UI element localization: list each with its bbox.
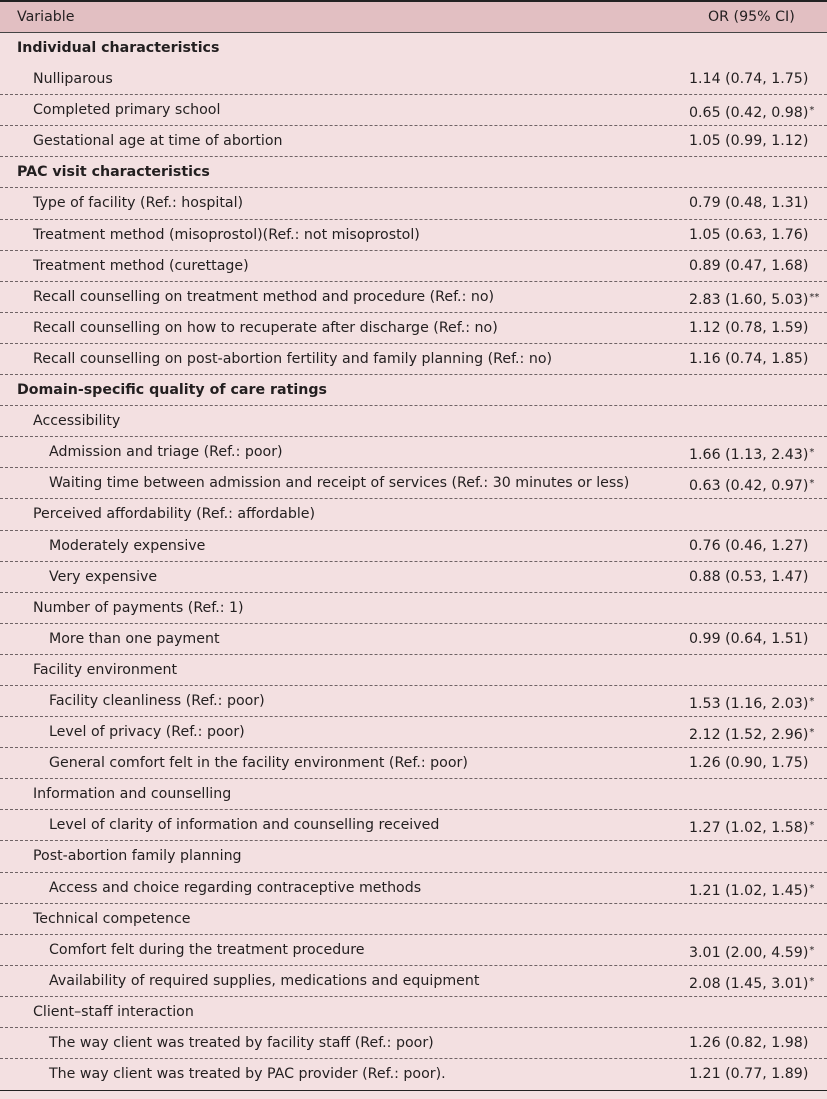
header-variable: Variable xyxy=(17,9,75,25)
or-value: 1.12 (0.78, 1.59) xyxy=(689,319,809,336)
variable-label: Client–staff interaction xyxy=(33,1003,194,1020)
significance-marker: * xyxy=(809,447,815,459)
section-label: Individual characteristics xyxy=(17,40,220,56)
or-cell xyxy=(689,251,808,282)
table-row xyxy=(0,531,827,562)
or-value: 0.65 (0.42, 0.98) xyxy=(689,105,809,122)
variable-label: Level of clarity of information and counselling received xyxy=(49,817,440,834)
table-row xyxy=(0,562,827,593)
or-cell xyxy=(689,935,814,969)
table-row xyxy=(0,655,827,686)
or-value: 1.53 (1.16, 2.03) xyxy=(689,695,809,712)
variable-label: Very expensive xyxy=(49,568,158,585)
section-row xyxy=(0,375,827,406)
variable-label: Nulliparous xyxy=(33,71,113,88)
or-value: 1.16 (0.74, 1.85) xyxy=(689,350,809,367)
significance-marker: * xyxy=(809,944,815,956)
table-row xyxy=(0,997,827,1028)
variable-label: Availability of required supplies, medications and equipment xyxy=(49,972,480,989)
table-row xyxy=(0,873,827,904)
variable-label: Perceived affordability (Ref.: affordable) xyxy=(33,506,316,523)
variable-label: Level of privacy (Ref.: poor) xyxy=(49,724,245,741)
or-cell xyxy=(689,437,814,471)
section-label: Domain-specific quality of care ratings xyxy=(17,382,327,399)
variable-label: Completed primary school xyxy=(33,102,221,119)
table-row xyxy=(0,313,827,344)
variable-label: Type of facility (Ref.: hospital) xyxy=(33,195,244,212)
variable-label: The way client was treated by PAC provider (Ref.: poor). xyxy=(49,1066,446,1083)
variable-label: Recall counselling on how to recuperate after discharge (Ref.: no) xyxy=(33,319,498,336)
or-cell xyxy=(689,1059,808,1090)
table-row xyxy=(0,188,827,219)
table-row xyxy=(0,1028,827,1059)
or-cell xyxy=(689,95,814,129)
or-value: 2.08 (1.45, 3.01) xyxy=(689,975,809,992)
header-or: OR (95% CI) xyxy=(708,9,795,25)
or-value: 1.26 (0.82, 1.98) xyxy=(689,1035,809,1051)
or-cell xyxy=(689,686,814,720)
or-value: 1.27 (1.02, 1.58) xyxy=(689,820,809,837)
significance-marker: * xyxy=(809,478,815,490)
significance-marker: * xyxy=(809,695,815,707)
variable-label: Post-abortion family planning xyxy=(33,848,242,865)
or-cell xyxy=(689,313,808,344)
table-row xyxy=(0,499,827,530)
or-cell xyxy=(689,126,808,157)
significance-marker: * xyxy=(809,727,815,739)
table-body xyxy=(0,33,827,1090)
table-row xyxy=(0,437,827,468)
significance-marker: * xyxy=(809,975,815,987)
or-value: 2.12 (1.52, 2.96) xyxy=(689,727,809,744)
section-row xyxy=(0,157,827,188)
variable-label: Facility environment xyxy=(33,661,178,678)
significance-marker: * xyxy=(809,882,815,894)
or-cell xyxy=(689,873,814,907)
variable-label: Moderately expensive xyxy=(49,537,206,554)
table-row xyxy=(0,748,827,779)
table-row xyxy=(0,220,827,251)
variable-label: More than one payment xyxy=(49,630,220,647)
or-value: 1.05 (0.63, 1.76) xyxy=(689,226,809,243)
variable-label: Accessibility xyxy=(33,413,121,430)
table-row xyxy=(0,686,827,717)
table-row xyxy=(0,126,827,157)
or-cell xyxy=(689,188,808,219)
table-row xyxy=(0,841,827,872)
variable-label: Comfort felt during the treatment procedure xyxy=(49,941,365,958)
or-value: 3.01 (2.00, 4.59) xyxy=(689,944,809,961)
table-row xyxy=(0,95,827,126)
or-value: 1.05 (0.99, 1.12) xyxy=(689,133,809,150)
table-row xyxy=(0,251,827,282)
or-value: 0.99 (0.64, 1.51) xyxy=(689,630,809,647)
or-cell xyxy=(689,966,814,1000)
or-cell xyxy=(689,344,808,375)
table-row xyxy=(0,282,827,313)
table-row xyxy=(0,717,827,748)
table-row xyxy=(0,468,827,499)
or-value: 0.89 (0.47, 1.68) xyxy=(689,257,809,274)
table-row xyxy=(0,810,827,841)
section-label: PAC visit characteristics xyxy=(17,164,210,181)
or-value: 0.88 (0.53, 1.47) xyxy=(689,568,809,585)
variable-label: Recall counselling on treatment method and procedure (Ref.: no) xyxy=(33,288,495,305)
or-value: 1.21 (0.77, 1.89) xyxy=(689,1066,809,1083)
variable-label: Access and choice regarding contraceptive methods xyxy=(49,879,422,896)
variable-label: Gestational age at time of abortion xyxy=(33,133,283,150)
or-cell xyxy=(689,810,814,844)
significance-marker: * xyxy=(809,820,815,832)
table-row xyxy=(0,344,827,375)
or-cell xyxy=(689,1028,808,1059)
or-value: 1.26 (0.90, 1.75) xyxy=(689,755,809,772)
table-row xyxy=(0,966,827,997)
variable-label: Admission and triage (Ref.: poor) xyxy=(49,444,283,461)
variable-label: General comfort felt in the facility environment (Ref.: poor) xyxy=(49,755,468,772)
or-cell xyxy=(689,748,808,779)
significance-marker: * xyxy=(809,105,815,117)
variable-label: Recall counselling on post-abortion fertility and family planning (Ref.: no) xyxy=(33,350,553,367)
or-cell xyxy=(689,562,808,593)
table-header xyxy=(0,2,827,33)
or-cell xyxy=(689,717,814,751)
variable-label: Treatment method (curettage) xyxy=(33,257,249,274)
or-cell xyxy=(689,282,819,316)
table-row xyxy=(0,935,827,966)
variable-label: Information and counselling xyxy=(33,786,232,803)
table-row xyxy=(0,406,827,437)
or-cell xyxy=(689,531,808,562)
variable-label: Treatment method (misoprostol)(Ref.: not misoprostol) xyxy=(33,226,420,243)
or-value: 1.66 (1.13, 2.43) xyxy=(689,447,809,464)
table-row xyxy=(0,904,827,935)
or-cell xyxy=(689,468,814,502)
section-row xyxy=(0,33,827,64)
or-value: 0.76 (0.46, 1.27) xyxy=(689,537,809,554)
variable-label: Facility cleanliness (Ref.: poor) xyxy=(49,692,265,709)
variable-label: Number of payments (Ref.: 1) xyxy=(33,599,244,616)
or-value: 1.21 (1.02, 1.45) xyxy=(689,882,809,899)
variable-label: The way client was treated by facility staff (Ref.: poor) xyxy=(49,1035,434,1051)
or-cell xyxy=(689,64,808,95)
or-value: 0.79 (0.48, 1.31) xyxy=(689,195,809,212)
table-row xyxy=(0,593,827,624)
table-row xyxy=(0,779,827,810)
or-value: 0.63 (0.42, 0.97) xyxy=(689,478,809,495)
table-row xyxy=(0,624,827,655)
variable-label: Waiting time between admission and receipt of services (Ref.: 30 minutes or less) xyxy=(49,475,630,492)
table-row xyxy=(0,1059,827,1090)
or-cell xyxy=(689,220,808,251)
or-cell xyxy=(689,624,808,655)
or-value: 2.83 (1.60, 5.03) xyxy=(689,291,809,308)
significance-marker: ** xyxy=(809,291,820,303)
variable-label: Technical competence xyxy=(33,910,191,927)
table-row xyxy=(0,64,827,95)
or-value: 1.14 (0.74, 1.75) xyxy=(689,71,809,88)
